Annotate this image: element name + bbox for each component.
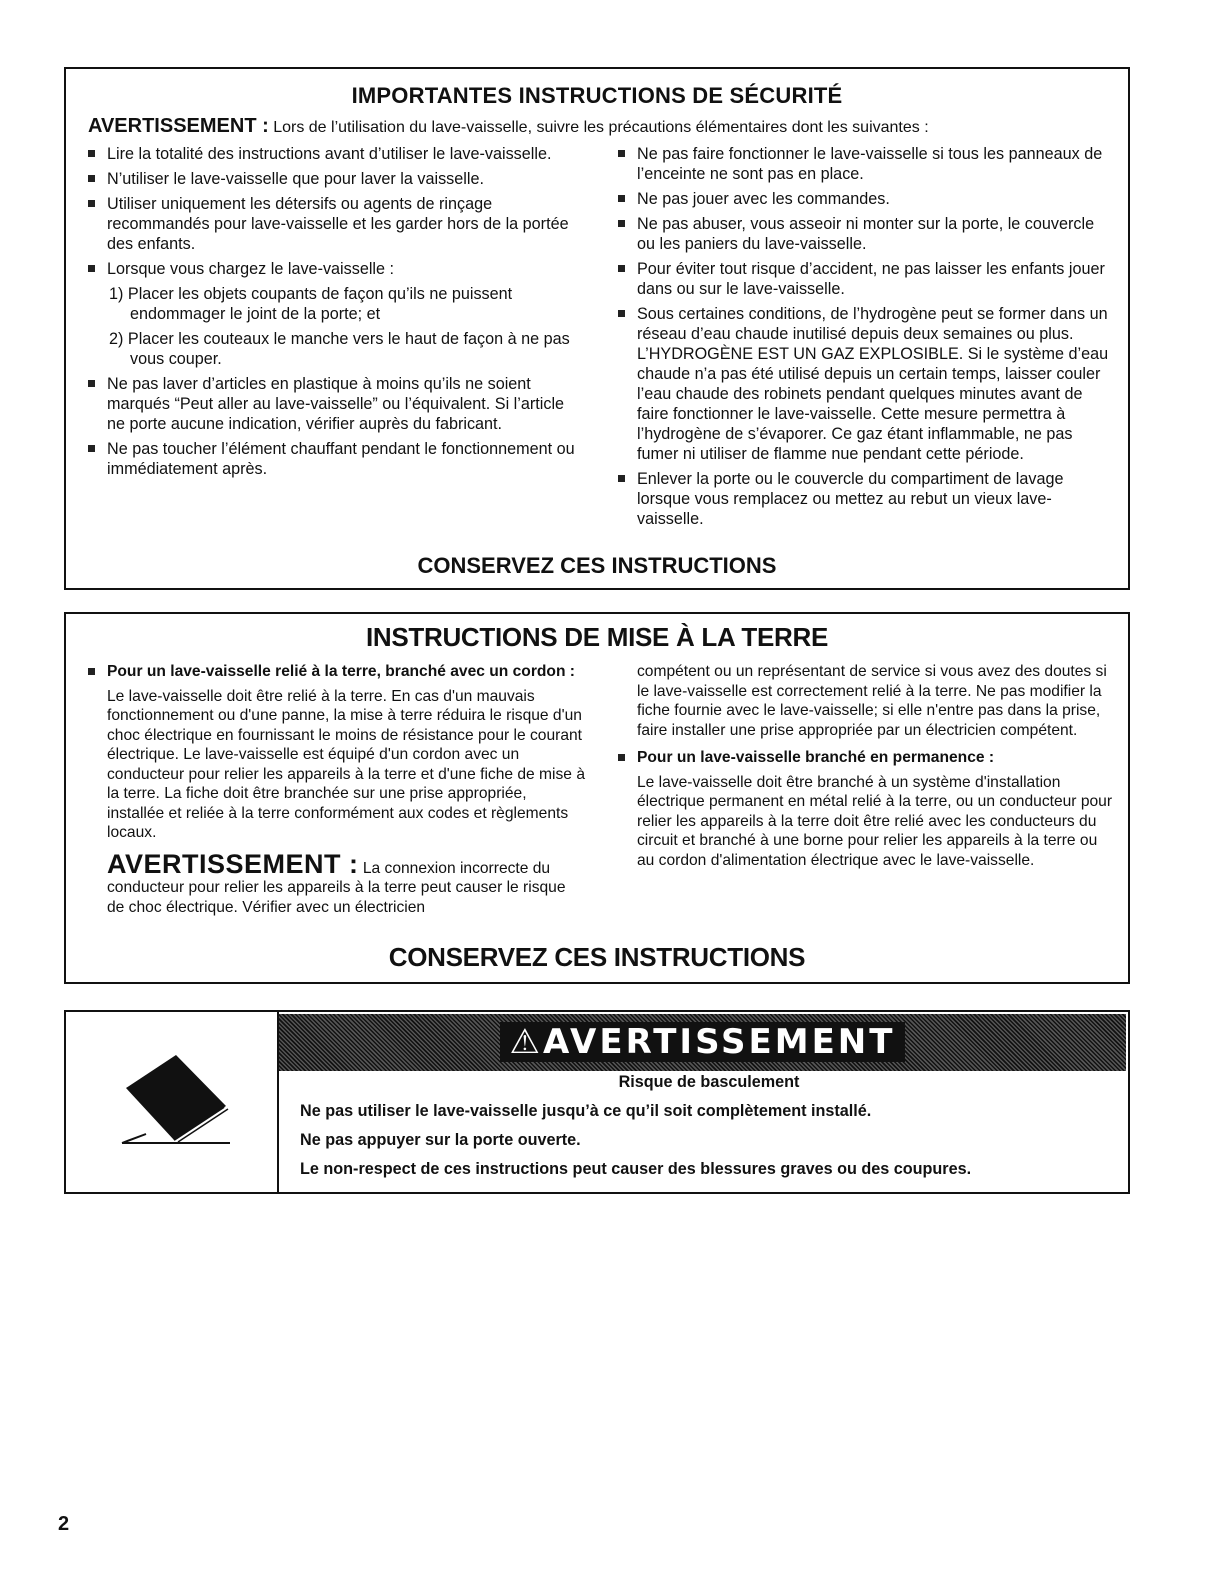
warning-line: Ne pas appuyer sur la porte ouverte. [300, 1131, 581, 1149]
list-item: Ne pas laver d’articles en plastique à moins qu’ils ne soient marqués “Peut aller au lave-vaisselle” ou l’équivalent. Si l’article ne porte aucune indication, vérifier auprès du fabricant. [86, 374, 586, 434]
grounding-instructions-box [64, 612, 1130, 984]
list-item: Sous certaines conditions, de l’hydrogène peut se former dans un réseau d’eau chaude inutilisé depuis deux semaines ou plus. L’HYDROGÈNE EST UN GAZ EXPLOSIBLE. Si le système d’eau chaude n’a pas été utilisé depuis un certain temps, laisser couler l’eau chaude des robinets pendant quelques minutes avant de faire fonctionner le lave-vaisselle. Cette mesure permettra à l’hydrogène de s’évaporer. Ce gaz étant inflammable, ne pas fumer ni utiliser de flamme nue pendant cette période. [616, 304, 1116, 464]
list-item: Utiliser uniquement les détersifs ou agents de rinçage recommandés pour lave-vaisselle et les garder hors de la portée des enfants. [86, 194, 586, 254]
warning-triangle-icon: ⚠ [509, 1022, 544, 1062]
list-item: Ne pas faire fonctionner le lave-vaisselle si tous les panneaux de l’enceinte ne sont pas en place. [616, 144, 1116, 184]
grounding-paragraph-permanent: Le lave-vaisselle doit être branché à un système d'installation électrique permanent en métal relié à la terre, ou un conducteur pour relier les appareils à la terre doit être relié avec les conducteurs du circuit et branché à une borne pour relier les appareils à la terre ou au cordon d'alimentation électrique avec le lave-vaisselle. [637, 773, 1113, 869]
list-item: Ne pas toucher l’élément chauffant pendant le fonctionnement ou immédiatement après. [86, 439, 586, 479]
tip-over-icon-cell [66, 1012, 279, 1192]
safety-left-column [86, 144, 586, 484]
grounding-heading-corded: Pour un lave-vaisselle relié à la terre, branché avec un cordon : [86, 662, 586, 682]
page-number: 2 [58, 1513, 70, 1535]
grounding-warning-label: AVERTISSEMENT : [107, 848, 359, 879]
warning-banner [279, 1014, 1126, 1071]
warning-lines [300, 1073, 1118, 1179]
safety-footer: CONSERVEZ CES INSTRUCTIONS [417, 553, 777, 578]
grounding-title: INSTRUCTIONS DE MISE À LA TERRE [365, 622, 829, 652]
list-item: Pour éviter tout risque d’accident, ne pas laisser les enfants jouer dans ou sur le lave-vaisselle. [616, 259, 1116, 299]
grounding-warning-text: La connexion incorrecte du conducteur pour relier les appareils à la terre peut causer le risque de choc électrique. Vérifier avec un électricien [107, 859, 566, 916]
grounding-right-column [616, 662, 1116, 870]
warning-line: Le non-respect de ces instructions peut causer des blessures graves ou des coupures. [300, 1160, 972, 1178]
tip-over-hazard-icon [66, 1012, 277, 1192]
grounding-paragraph: Le lave-vaisselle doit être relié à la terre. En cas d'un mauvais fonctionnement ou d'une panne, la mise à terre réduira le risque d'un choc électrique en fournissant le moins de résistance pour le courant électrique. Le lave-vaisselle est équipé d'un cordon avec un conducteur pour relier les appareils à la terre et d'une fiche de mise à la terre. La fiche doit être branchée sur une prise appropriée, installée et reliée à la terre conformément aux codes et règlements locaux. [107, 687, 585, 841]
safety-instructions-box [64, 67, 1130, 590]
grounding-heading-permanent: Pour un lave-vaisselle branché en permanence : [616, 748, 1116, 768]
grounding-left-column [86, 662, 586, 917]
safety-warning-text: Lors de l’utilisation du lave-vaisselle, suivre les précautions élémentaires dont les suivantes : [268, 119, 929, 136]
list-item: Ne pas abuser, vous asseoir ni monter sur la porte, le couvercle ou les paniers du lave-vaisselle. [616, 214, 1116, 254]
list-item: N’utiliser le lave-vaisselle que pour laver la vaisselle. [86, 169, 586, 189]
sub-list-item: 1) Placer les objets coupants de façon qu’ils ne puissent endommager le joint de la porte; et [109, 285, 513, 323]
safety-right-column [616, 144, 1116, 534]
warning-banner-label: AVERTISSEMENT [543, 1022, 896, 1062]
grounding-warning [86, 848, 586, 918]
sub-list-item: 2) Placer les couteaux le manche vers le haut de façon à ne pas vous couper. [109, 330, 570, 368]
safety-title: IMPORTANTES INSTRUCTIONS DE SÉCURITÉ [351, 83, 843, 108]
list-item: Lire la totalité des instructions avant d’utiliser le lave-vaisselle. [86, 144, 586, 164]
list-item: Lorsque vous chargez le lave-vaisselle : [86, 259, 586, 279]
list-item: Enlever la porte ou le couvercle du compartiment de lavage lorsque vous remplacez ou mettez au rebut un vieux lave-vaisselle. [616, 469, 1116, 529]
safety-warning-label: AVERTISSEMENT : [88, 115, 269, 137]
list-item: Ne pas jouer avec les commandes. [616, 189, 1116, 209]
warning-line: Ne pas utiliser le lave-vaisselle jusqu’à ce qu’il soit complètement installé. [300, 1102, 872, 1120]
warning-subtitle: Risque de basculement [618, 1073, 800, 1091]
warning-banner-text [500, 1022, 906, 1062]
grounding-paragraph-continued: compétent ou un représentant de service si vous avez des doutes si le lave-vaisselle est correctement relié à la terre. Ne pas modifier la fiche fournie avec le lave-vaisselle; si elle n'entre pas dans la prise, faire installer une prise appropriée par un électricien compétent. [637, 663, 1107, 739]
tip-over-warning-box [64, 1010, 1130, 1194]
safety-warning-line [88, 115, 1128, 138]
grounding-footer: CONSERVEZ CES INSTRUCTIONS [388, 942, 806, 972]
